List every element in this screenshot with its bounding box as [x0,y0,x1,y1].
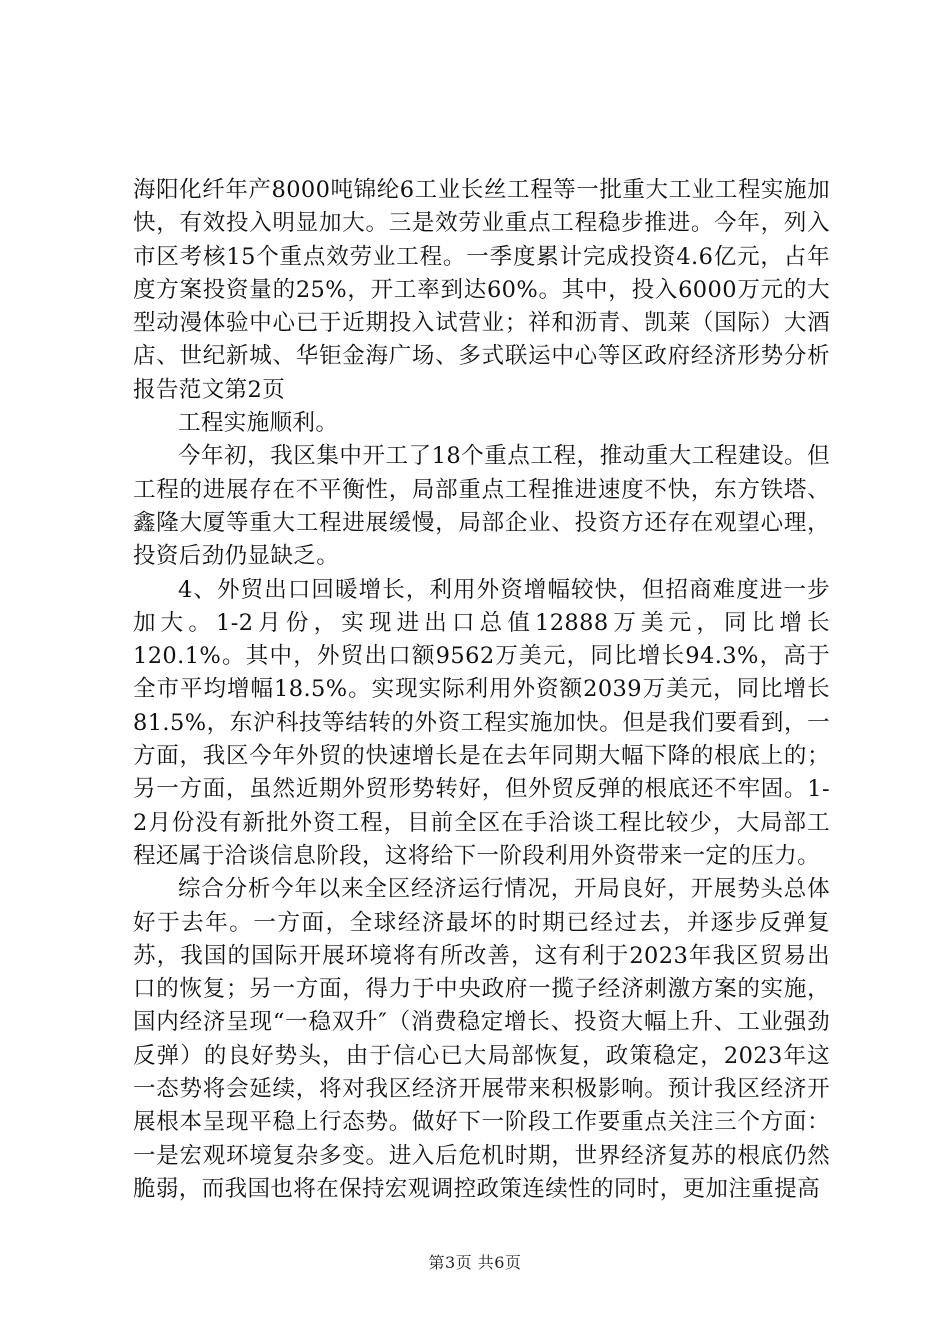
paragraph-key-projects: 今年初，我区集中开工了18个重点工程，推动重大工程建设。但工程的进展存在不平衡性，局部重点工程推进速度不快，东方铁塔、鑫隆大厦等重大工程进展缓慢，局部企业、投资方还存在观望心理，投资后劲仍显缺乏。 [133,443,830,570]
body-text [133,174,830,1206]
paragraph-foreign-trade: 4、外贸出口回暖增长，利用外资增幅较快，但招商难度进一步加大。1-2月份，实现进出口总值12888万美元，同比增长120.1%。其中，外贸出口额9562万美元，同比增长94.3%，高于全市平均增幅18.5%。实现实际利用外资额2039万美元，同比增长81.5%，东沪科技等结转的外资工程实施加快。但是我们要看到，一方面，我区今年外贸的快速增长是在去年同期大幅下降的根底上的；另一方面，虽然近期外贸形势转好，但外贸反弹的根底还不牢固。1-2月份没有新批外资工程，目前全区在手洽谈工程比较少，大局部工程还属于洽谈信息阶段，这将给下一阶段利用外资带来一定的压力。 [133,576,830,869]
paragraph-project-smooth: 工程实施顺利。 [178,410,339,437]
page-footer: 第3页 共6页 [428,1253,522,1272]
paragraph-comprehensive-analysis: 综合分析今年以来全区经济运行情况，开局良好，开展势头总体好于去年。一方面，全球经济最坏的时期已经过去，并逐步反弹复苏，我国的国际开展环境将有所改善，这有利于2023年我区贸易出口的恢复；另一方面，得力于中央政府一揽子经济刺激方案的实施，国内经济呈现“一稳双升″（消费稳定增长、投资大幅上升、工业强劲反弹）的良好势头，由于信心已大局部恢复，政策稳定，2023年这一态势将会延续，将对我区经济开展带来积极影响。预计我区经济开展根本呈现平稳上行态势。做好下一阶段工作要重点关注三个方面：一是宏观环境复杂多变。进入后危机时期，世界经济复苏的根底仍然脆弱，而我国也将在保持宏观调控政策连续性的同时，更加注重提高 [133,876,830,1202]
paragraph-continuation: 海阳化纤年产8000吨锦纶6工业长丝工程等一批重大工业工程实施加快，有效投入明显加大。三是效劳业重点工程稳步推进。今年，列入市区考核15个重点效劳业工程。一季度累计完成投资4.6亿元，占年度方案投资量的25%，开工率到达60%。其中，投入6000万元的大型动漫体验中心已于近期投入试营业；祥和沥青、凯莱（国际）大酒店、世纪新城、华钜金海广场、多式联运中心等区政府经济形势分析报告范文第2页 [133,177,830,403]
